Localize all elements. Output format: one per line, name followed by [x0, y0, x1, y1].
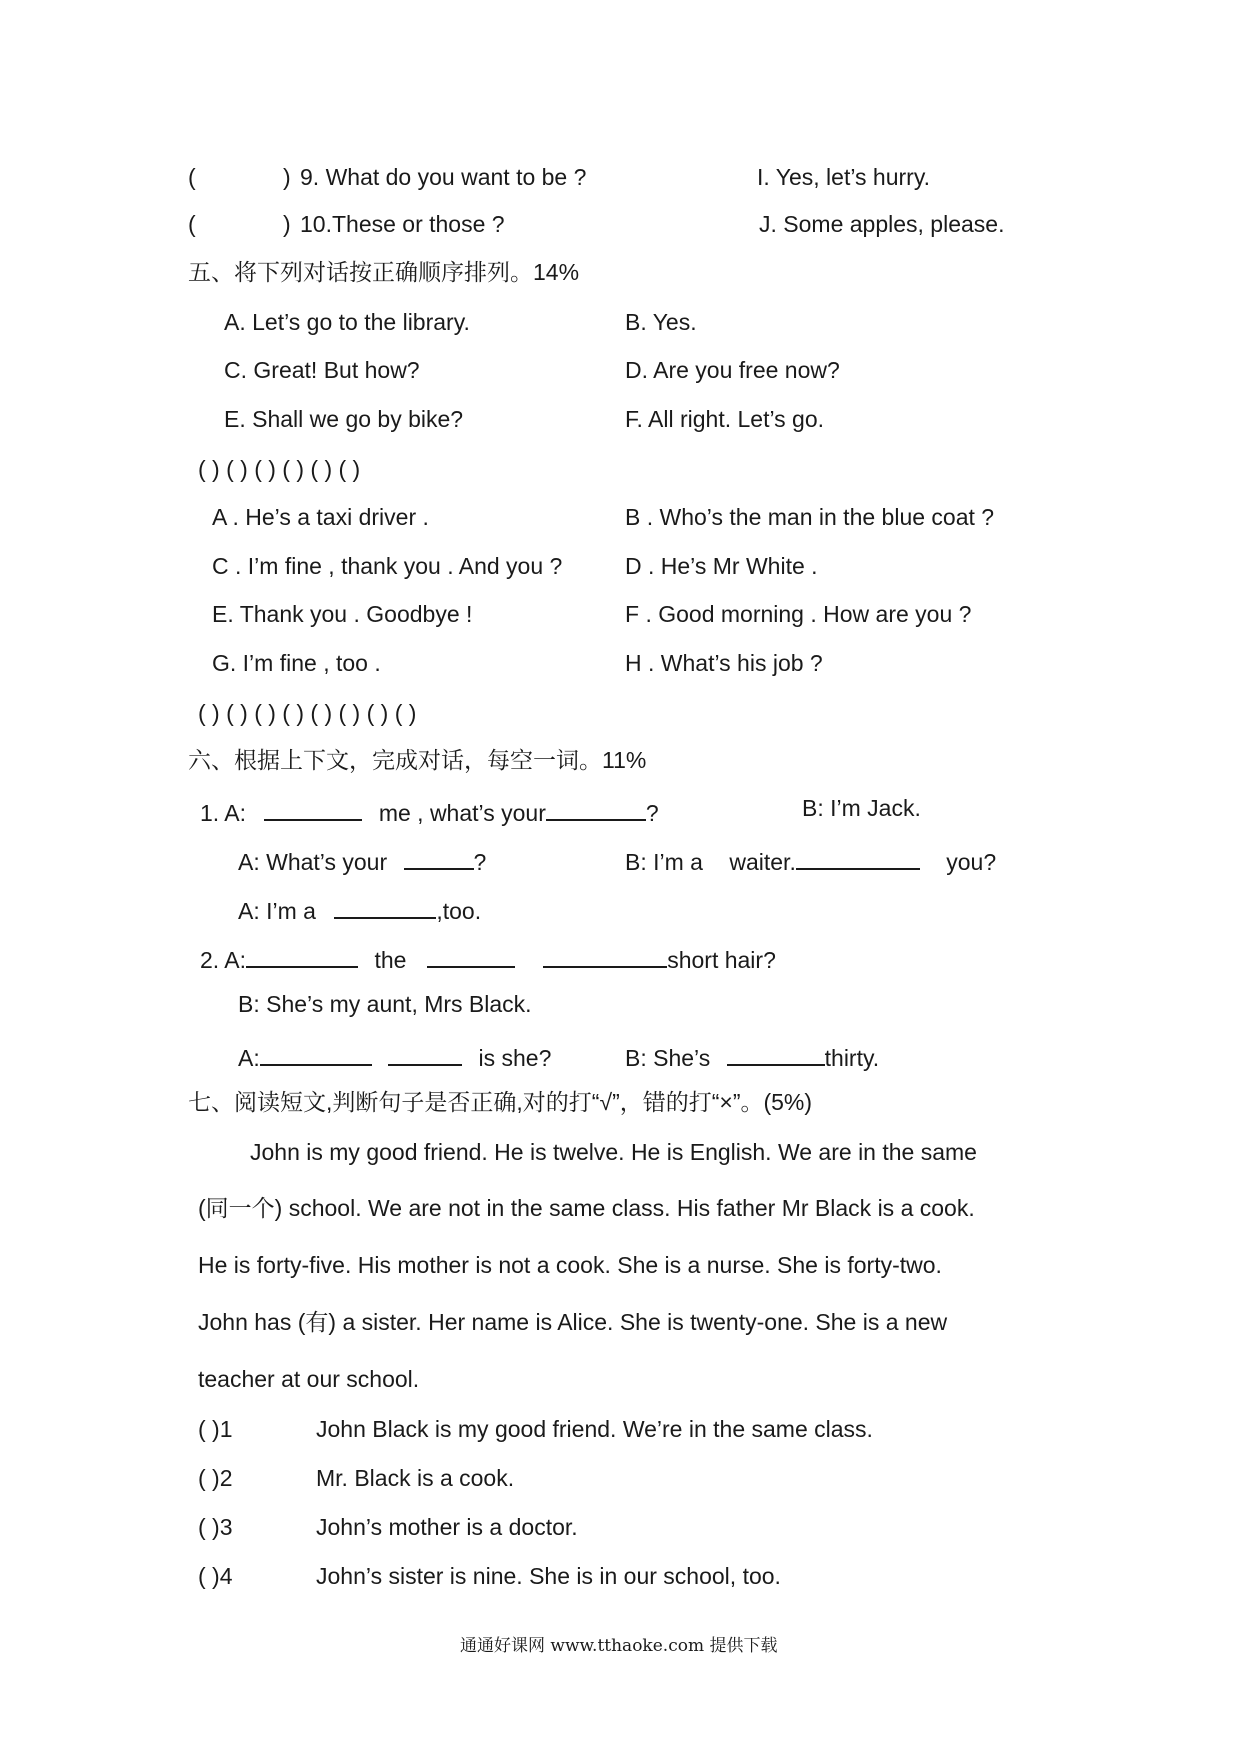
speaker-label: A:: [238, 1045, 260, 1071]
option-c: C. Great! But how?: [224, 357, 420, 383]
fill-blank[interactable]: [246, 944, 358, 968]
page-footer: 通通好课网 www.tthaoke.com 提供下载: [460, 1636, 778, 1656]
order-answer-row: ( ) ( ) ( ) ( ) ( ) ( ) ( ) ( ): [198, 700, 417, 726]
option-b: B . Who’s the man in the blue coat ?: [625, 504, 995, 530]
section-6-heading: 六、根据上下文，完成对话，每空一词。11%: [188, 747, 647, 773]
passage-line: John has (有) a sister. Her name is Alice. She is twenty-one. She is a new: [198, 1309, 948, 1335]
statement-number: ( )3: [198, 1514, 233, 1540]
dialogue-text: me , what’s your: [378, 800, 546, 826]
dialogue-text: A: I’m a: [238, 898, 316, 924]
statement-text: Mr. Black is a cook.: [316, 1465, 515, 1491]
dialogue-2-reply-2: [625, 1042, 879, 1070]
option-g: G. I’m fine , too .: [212, 650, 381, 676]
statement-number: ( )4: [198, 1563, 233, 1589]
dialogue-text: B: She’s: [625, 1045, 711, 1071]
dialogue-1-line-3: [238, 895, 481, 923]
statement-text: John’s sister is nine. She is in our school, too.: [316, 1563, 781, 1589]
question-9: 9. What do you want to be ?: [300, 164, 587, 190]
fill-blank[interactable]: [427, 944, 515, 968]
statement-number: ( )1: [198, 1416, 233, 1442]
dialogue-reply: B: She’s my aunt, Mrs Black.: [238, 991, 532, 1017]
option-e: E. Thank you . Goodbye !: [212, 601, 473, 627]
dialogue-reply: B: I’m Jack.: [802, 795, 921, 821]
dialogue-text: you?: [946, 849, 997, 875]
fill-blank[interactable]: [334, 895, 436, 919]
dialogue-1-reply-2: [625, 846, 996, 874]
statement-text: John Black is my good friend. We’re in the same class.: [316, 1416, 873, 1442]
option-f: F . Good morning . How are you ?: [625, 601, 972, 627]
dialogue-1-line-1: [200, 797, 659, 825]
fill-blank[interactable]: [264, 797, 362, 821]
dialogue-text: the: [374, 947, 407, 973]
speaker-label: 2. A:: [200, 947, 247, 973]
option-b: B. Yes.: [625, 309, 697, 335]
dialogue-text: is she?: [478, 1045, 552, 1071]
speaker-label: 1. A:: [200, 800, 247, 826]
option-d: D . He’s Mr White .: [625, 553, 818, 579]
answer-paren-open: (: [188, 211, 196, 237]
dialogue-2-line-1: [200, 944, 776, 972]
option-e: E. Shall we go by bike?: [224, 406, 464, 432]
dialogue-1-line-2: [238, 846, 486, 874]
dialogue-text: ?: [645, 800, 659, 826]
passage-line: (同一个) school. We are not in the same class. His father Mr Black is a cook.: [198, 1195, 975, 1221]
question-10: 10.These or those ?: [300, 211, 505, 237]
statement-number: ( )2: [198, 1465, 233, 1491]
dialogue-text: short hair?: [667, 947, 776, 973]
dialogue-text: ,too.: [436, 898, 482, 924]
dialogue-2-line-3: [238, 1042, 551, 1070]
option-d: D. Are you free now?: [625, 357, 840, 383]
passage-line: teacher at our school.: [198, 1366, 420, 1392]
section-7-heading: 七、阅读短文,判断句子是否正确,对的打“√”，错的打“×”。(5%): [188, 1089, 813, 1115]
answer-paren-close: ): [283, 211, 291, 237]
fill-blank[interactable]: [546, 797, 646, 821]
option-f: F. All right. Let’s go.: [625, 406, 825, 432]
dialogue-text: ?: [473, 849, 487, 875]
statement-text: John’s mother is a doctor.: [316, 1514, 578, 1540]
fill-blank[interactable]: [543, 944, 667, 968]
answer-option-j: J. Some apples, please.: [759, 211, 1005, 237]
fill-blank[interactable]: [727, 1042, 825, 1066]
passage-line: He is forty-five. His mother is not a cook. She is a nurse. She is forty-two.: [198, 1252, 942, 1278]
fill-blank[interactable]: [404, 846, 474, 870]
fill-blank[interactable]: [796, 846, 920, 870]
dialogue-text: thirty.: [824, 1045, 880, 1071]
option-a: A . He’s a taxi driver .: [212, 504, 429, 530]
fill-blank[interactable]: [388, 1042, 462, 1066]
passage-line: John is my good friend. He is twelve. He is English. We are in the same: [250, 1139, 977, 1165]
answer-paren-open: (: [188, 164, 196, 190]
answer-option-i: I. Yes, let’s hurry.: [757, 164, 931, 190]
section-5-heading: 五、将下列对话按正确顺序排列。14%: [188, 259, 580, 285]
fill-blank[interactable]: [260, 1042, 372, 1066]
option-c: C . I’m fine , thank you . And you ?: [212, 553, 563, 579]
option-a: A. Let’s go to the library.: [224, 309, 470, 335]
option-h: H . What’s his job ?: [625, 650, 823, 676]
dialogue-text: B: I’m a: [625, 849, 703, 875]
dialogue-text: A: What’s your: [238, 849, 388, 875]
answer-paren-close: ): [283, 164, 291, 190]
order-answer-row: ( ) ( ) ( ) ( ) ( ) ( ): [198, 456, 361, 482]
dialogue-text: waiter.: [729, 849, 796, 875]
